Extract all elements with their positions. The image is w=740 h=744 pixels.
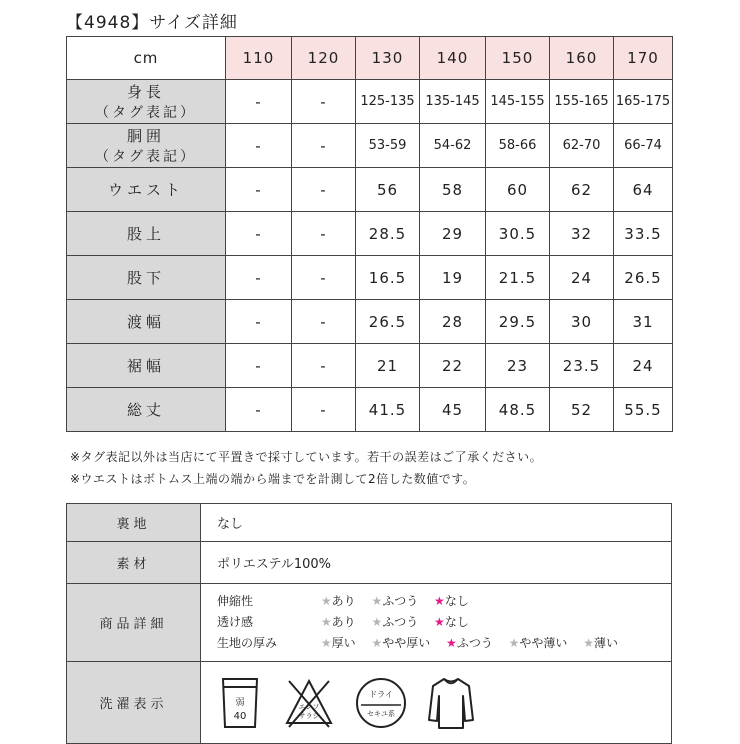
table-row: [67, 300, 673, 344]
row-label-length: 総丈: [67, 388, 226, 432]
table-cell: -: [292, 124, 356, 168]
table-cell: -: [292, 168, 356, 212]
table-row: [67, 344, 673, 388]
star-icon: ★: [583, 636, 595, 650]
care-label: 洗濯表示: [67, 662, 201, 744]
table-row: [67, 212, 673, 256]
size-header-130: 130: [356, 37, 420, 80]
size-header-110: 110: [226, 37, 292, 80]
table-cell: -: [292, 300, 356, 344]
star-icon: ★: [508, 636, 520, 650]
table-row: [67, 124, 673, 168]
option-text: ふつう: [382, 615, 419, 629]
row-label-height: [67, 80, 226, 124]
star-icon: ★: [371, 615, 383, 629]
size-header-120: 120: [292, 37, 356, 80]
table-cell: 29.5: [486, 300, 550, 344]
row-label-text: 胴囲: [126, 127, 165, 145]
star-icon: ★: [446, 636, 457, 650]
table-cell: 58: [420, 168, 486, 212]
table-row: [67, 256, 673, 300]
table-row: [67, 388, 673, 432]
row-label-inseam: 股下: [67, 256, 226, 300]
table-cell: 53-59: [356, 124, 420, 168]
table-cell: -: [226, 124, 292, 168]
table-cell: 32: [550, 212, 614, 256]
table-cell: 21: [356, 344, 420, 388]
star-icon: ★: [371, 636, 383, 650]
size-table: [66, 36, 673, 432]
lining-value: なし: [201, 504, 672, 542]
hand-wash-40-icon: [217, 675, 263, 731]
table-row: [67, 542, 672, 584]
table-cell: 19: [420, 256, 486, 300]
table-cell: 55.5: [614, 388, 673, 432]
table-cell: -: [226, 344, 292, 388]
detail-option: [371, 591, 418, 612]
table-cell: 26.5: [614, 256, 673, 300]
no-bleach-icon: [283, 675, 335, 731]
note-line: ※タグ表記以外は当店にて平置きで採寸しています。若干の誤差はご了承ください。: [70, 450, 543, 464]
table-cell: 28: [420, 300, 486, 344]
table-cell: 16.5: [356, 256, 420, 300]
dry-clean-icon: [355, 675, 407, 731]
table-cell: -: [226, 256, 292, 300]
detail-option: [371, 633, 430, 654]
info-table: [66, 503, 672, 744]
care-text: セキユ系: [367, 709, 395, 718]
table-cell: 28.5: [356, 212, 420, 256]
table-cell: 30: [550, 300, 614, 344]
table-cell: 26.5: [356, 300, 420, 344]
detail-option: [371, 612, 418, 633]
table-cell: -: [292, 80, 356, 124]
detail-option: [509, 633, 568, 654]
detail-name: 生地の厚み: [217, 636, 278, 650]
row-label-hem: 裾幅: [67, 344, 226, 388]
option-text: あり: [331, 615, 356, 629]
table-cell: 33.5: [614, 212, 673, 256]
row-label-text: 身長: [126, 83, 165, 101]
detail-option: [446, 633, 493, 654]
size-header-150: 150: [486, 37, 550, 80]
unit-header: cm: [67, 37, 226, 80]
table-cell: 23.5: [550, 344, 614, 388]
detail-stretch: [217, 591, 671, 612]
option-text: あり: [331, 594, 356, 608]
table-cell: 24: [550, 256, 614, 300]
table-cell: -: [292, 212, 356, 256]
option-text: ふつう: [382, 594, 419, 608]
table-row: [67, 662, 672, 744]
table-cell: 45: [420, 388, 486, 432]
table-cell: -: [292, 256, 356, 300]
table-cell: 125-135: [356, 80, 420, 124]
page-title: 【4948】サイズ詳細: [66, 13, 238, 33]
row-label-rise: 股上: [67, 212, 226, 256]
option-text: やや薄い: [519, 636, 568, 650]
detail-option: [321, 633, 356, 654]
table-cell: 62-70: [550, 124, 614, 168]
detail-option: [321, 612, 356, 633]
detail-name: 透け感: [217, 615, 254, 629]
table-cell: 66-74: [614, 124, 673, 168]
table-row: [67, 504, 672, 542]
size-header-row: [67, 37, 673, 80]
option-text: 薄い: [594, 636, 619, 650]
star-icon: ★: [320, 594, 332, 608]
size-header-160: 160: [550, 37, 614, 80]
notes: [70, 446, 542, 490]
table-cell: 52: [550, 388, 614, 432]
table-cell: -: [292, 388, 356, 432]
table-cell: 145-155: [486, 80, 550, 124]
row-label-sub: （タグ表記）: [95, 105, 197, 121]
row-label-hip: [67, 124, 226, 168]
size-header-170: 170: [614, 37, 673, 80]
detail-thickness: [217, 633, 671, 654]
detail-name: 伸縮性: [217, 594, 254, 608]
table-cell: 60: [486, 168, 550, 212]
star-icon: ★: [320, 615, 332, 629]
option-text: なし: [444, 615, 469, 629]
row-label-sub: （タグ表記）: [95, 149, 197, 165]
material-label: 素材: [67, 542, 201, 584]
table-cell: 29: [420, 212, 486, 256]
care-text: エンソ: [298, 702, 320, 711]
table-cell: 62: [550, 168, 614, 212]
lining-label: 裏地: [67, 504, 201, 542]
material-value: ポリエステル100%: [201, 542, 672, 584]
table-cell: -: [226, 168, 292, 212]
table-cell: 48.5: [486, 388, 550, 432]
table-cell: -: [292, 344, 356, 388]
care-text: 弱: [235, 697, 245, 708]
option-text: ふつう: [456, 636, 493, 650]
detail-option: [321, 591, 356, 612]
table-cell: 31: [614, 300, 673, 344]
care-icons: [201, 662, 672, 744]
table-row: [67, 80, 673, 124]
table-cell: 54-62: [420, 124, 486, 168]
table-cell: -: [226, 388, 292, 432]
star-icon: ★: [320, 636, 332, 650]
star-icon: ★: [434, 594, 445, 608]
detail-sheerness: [217, 612, 671, 633]
detail-option: [434, 591, 469, 612]
table-cell: 56: [356, 168, 420, 212]
table-cell: 135-145: [420, 80, 486, 124]
flat-dry-garment-icon: [427, 674, 475, 732]
table-row: [67, 584, 672, 662]
table-cell: 21.5: [486, 256, 550, 300]
care-text: ドライ: [369, 689, 393, 699]
table-cell: 58-66: [486, 124, 550, 168]
table-cell: -: [226, 212, 292, 256]
table-cell: -: [226, 80, 292, 124]
option-text: やや厚い: [382, 636, 431, 650]
note-line: ※ウエストはボトムス上端の端から端までを計測して2倍した数値です。: [70, 472, 476, 486]
table-cell: 23: [486, 344, 550, 388]
details-value: [201, 584, 672, 662]
table-cell: 30.5: [486, 212, 550, 256]
row-label-thigh: 渡幅: [67, 300, 226, 344]
detail-option: [583, 633, 618, 654]
table-cell: 155-165: [550, 80, 614, 124]
table-cell: 64: [614, 168, 673, 212]
table-cell: 22: [420, 344, 486, 388]
row-label-waist: ウエスト: [67, 168, 226, 212]
table-cell: 24: [614, 344, 673, 388]
option-text: 厚い: [331, 636, 356, 650]
star-icon: ★: [371, 594, 383, 608]
table-cell: 165-175: [614, 80, 673, 124]
table-cell: 41.5: [356, 388, 420, 432]
size-header-140: 140: [420, 37, 486, 80]
option-text: なし: [444, 594, 469, 608]
care-text: サラシ: [298, 711, 320, 720]
details-label: 商品詳細: [67, 584, 201, 662]
table-cell: -: [226, 300, 292, 344]
care-text: 40: [233, 710, 247, 722]
detail-option: [434, 612, 469, 633]
table-row: [67, 168, 673, 212]
star-icon: ★: [434, 615, 445, 629]
